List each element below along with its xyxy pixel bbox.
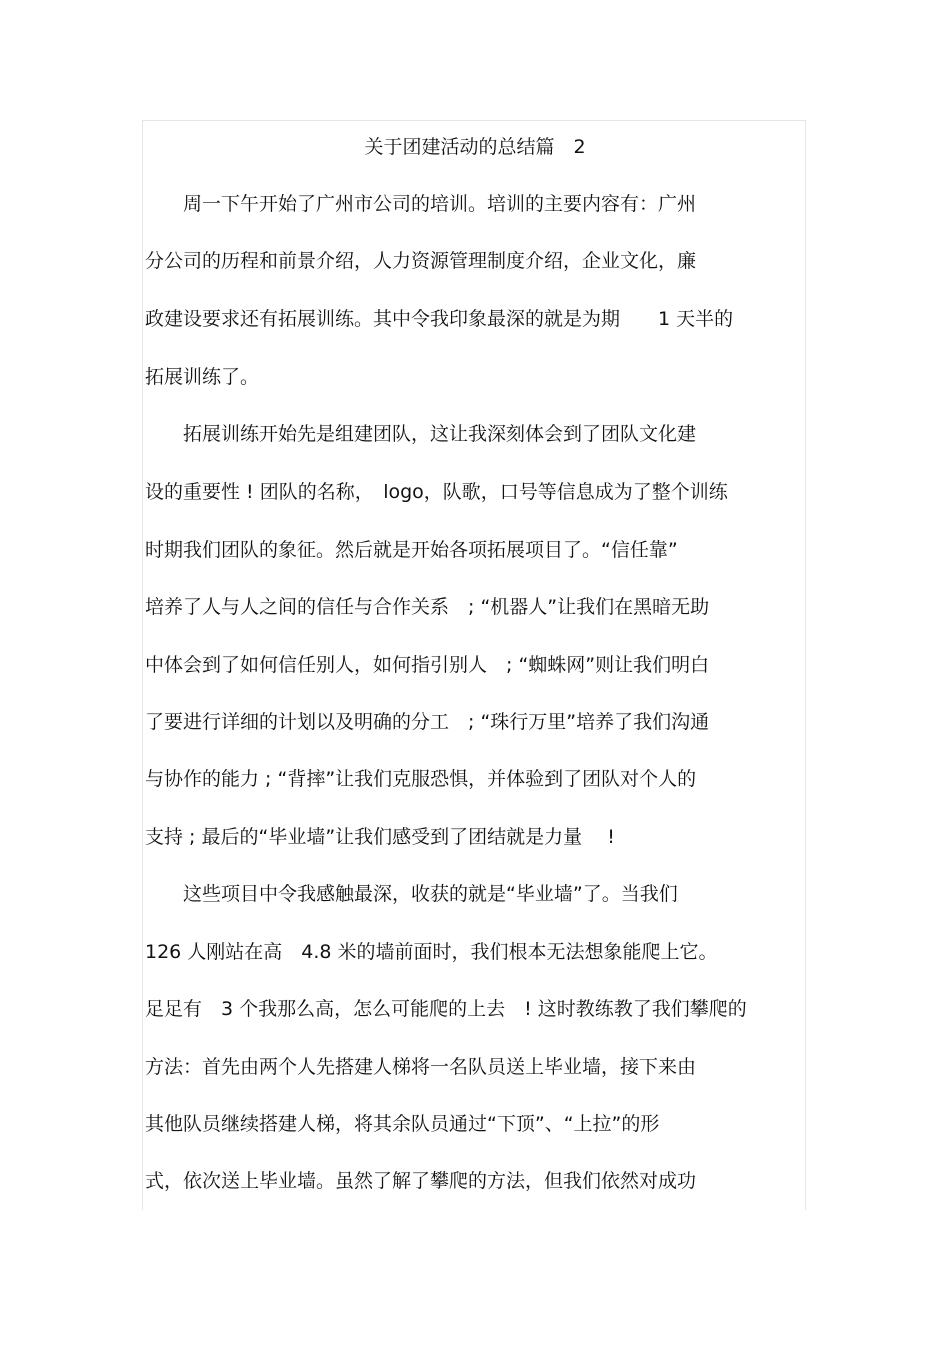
- body-line-9: 中体会到了如何信任别人，如何指引别人 ; “蜘蛛网”则让我们明白: [145, 654, 710, 676]
- body-line-16: 方法：首先由两个人先搭建人梯将一名队员送上毕业墙，接下来由: [145, 1056, 697, 1078]
- body-line-4: 拓展训练了。: [145, 366, 260, 388]
- body-line-14: 126 人刚站在高 4.8 米的墙前面时，我们根本无法想象能爬上它。: [145, 941, 718, 963]
- body-line-2: 分公司的历程和前景介绍，人力资源管理制度介绍，企业文化，廉: [145, 250, 697, 272]
- body-line-10: 了要进行详细的计划以及明确的分工 ; “珠行万里”培养了我们沟通: [145, 711, 710, 733]
- body-line-6: 设的重要性 ! 团队的名称， logo，队歌，口号等信息成为了整个训练: [145, 481, 728, 503]
- body-line-3: 政建设要求还有拓展训练。其中令我印象最深的就是为期 1 天半的: [145, 308, 734, 330]
- body-line-15: 足足有 3 个我那么高，怎么可能爬的上去 ! 这时教练教了我们攀爬的: [145, 998, 747, 1020]
- body-line-8: 培养了人与人之间的信任与合作关系 ; “机器人”让我们在黑暗无助: [145, 596, 710, 618]
- body-line-18: 式，依次送上毕业墙。虽然了解了攀爬的方法，但我们依然对成功: [145, 1170, 697, 1192]
- document-title: 关于团建活动的总结篇 2: [364, 136, 586, 158]
- body-line-5: 拓展训练开始先是组建团队，这让我深刻体会到了团队文化建: [145, 423, 697, 445]
- body-line-13: 这些项目中令我感触最深，收获的就是“毕业墙”了。当我们: [145, 883, 678, 905]
- body-line-11: 与协作的能力 ; “背摔”让我们克服恐惧，并体验到了团队对个人的: [145, 768, 697, 790]
- body-line-1: 周一下午开始了广州市公司的培训。培训的主要内容有：广州: [145, 193, 697, 215]
- body-line-17: 其他队员继续搭建人梯，将其余队员通过“下顶”、“上拉”的形: [145, 1113, 660, 1135]
- body-line-7: 时期我们团队的象征。然后就是开始各项拓展项目了。“信任靠”: [145, 539, 678, 561]
- body-line-12: 支持 ; 最后的“毕业墙”让我们感受到了团结就是力量 !: [145, 826, 615, 848]
